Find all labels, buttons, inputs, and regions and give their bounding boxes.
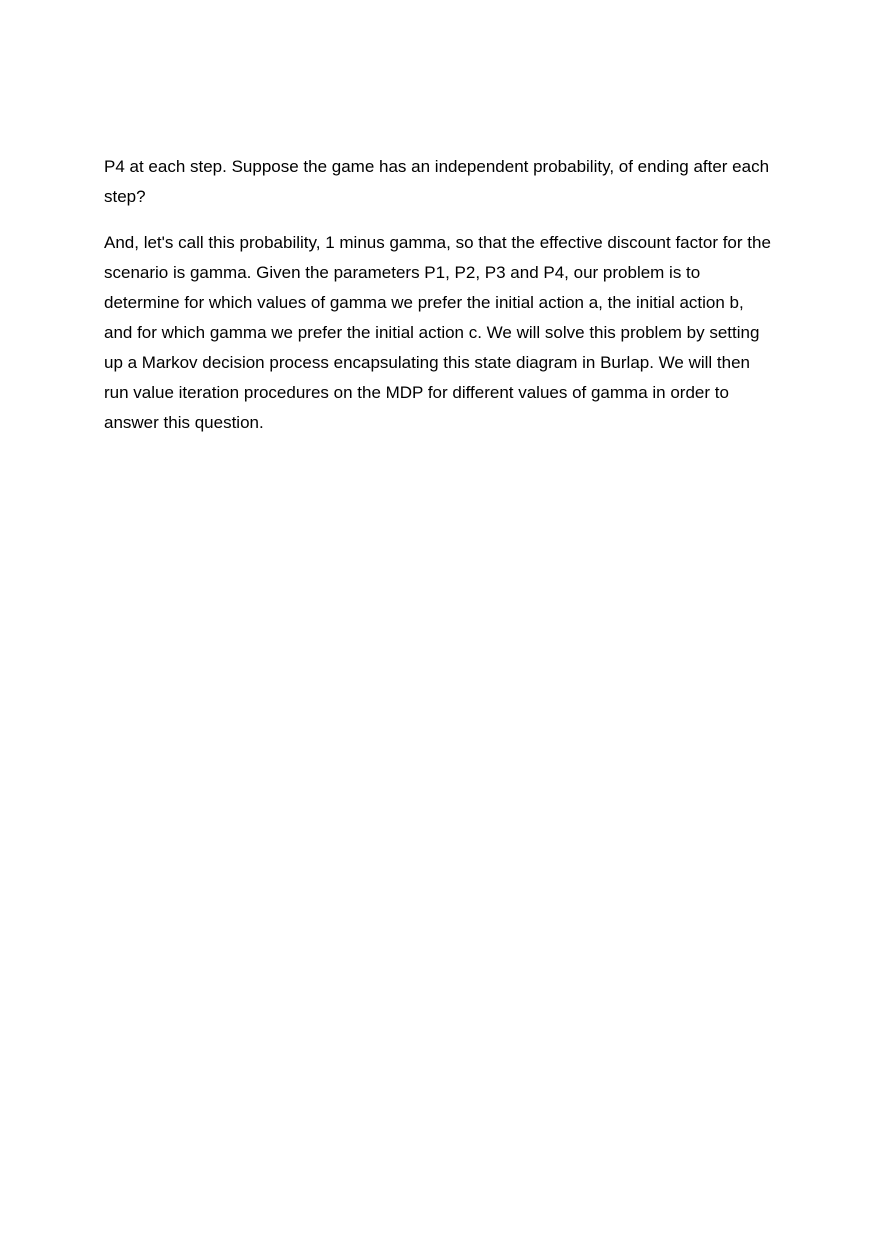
paragraph-2: And, let's call this probability, 1 minus gamma, so that the effective discount factor for the scenario is gamma. Given the parameters P1, P2, P3 and P4, our problem is to determine for which values of gamma we prefer the initial action a, the initial action b, and for which gamma we prefer the initial action c. We will solve this problem by setting up a Markov decision process encapsulating this state diagram in Burlap. We will then run value iteration procedures on the MDP for different values of gamma in order to answer this question.: [104, 233, 771, 432]
paragraph-1: P4 at each step. Suppose the game has an independent probability, of ending after each step?: [104, 157, 770, 206]
document-body: [104, 152, 776, 454]
